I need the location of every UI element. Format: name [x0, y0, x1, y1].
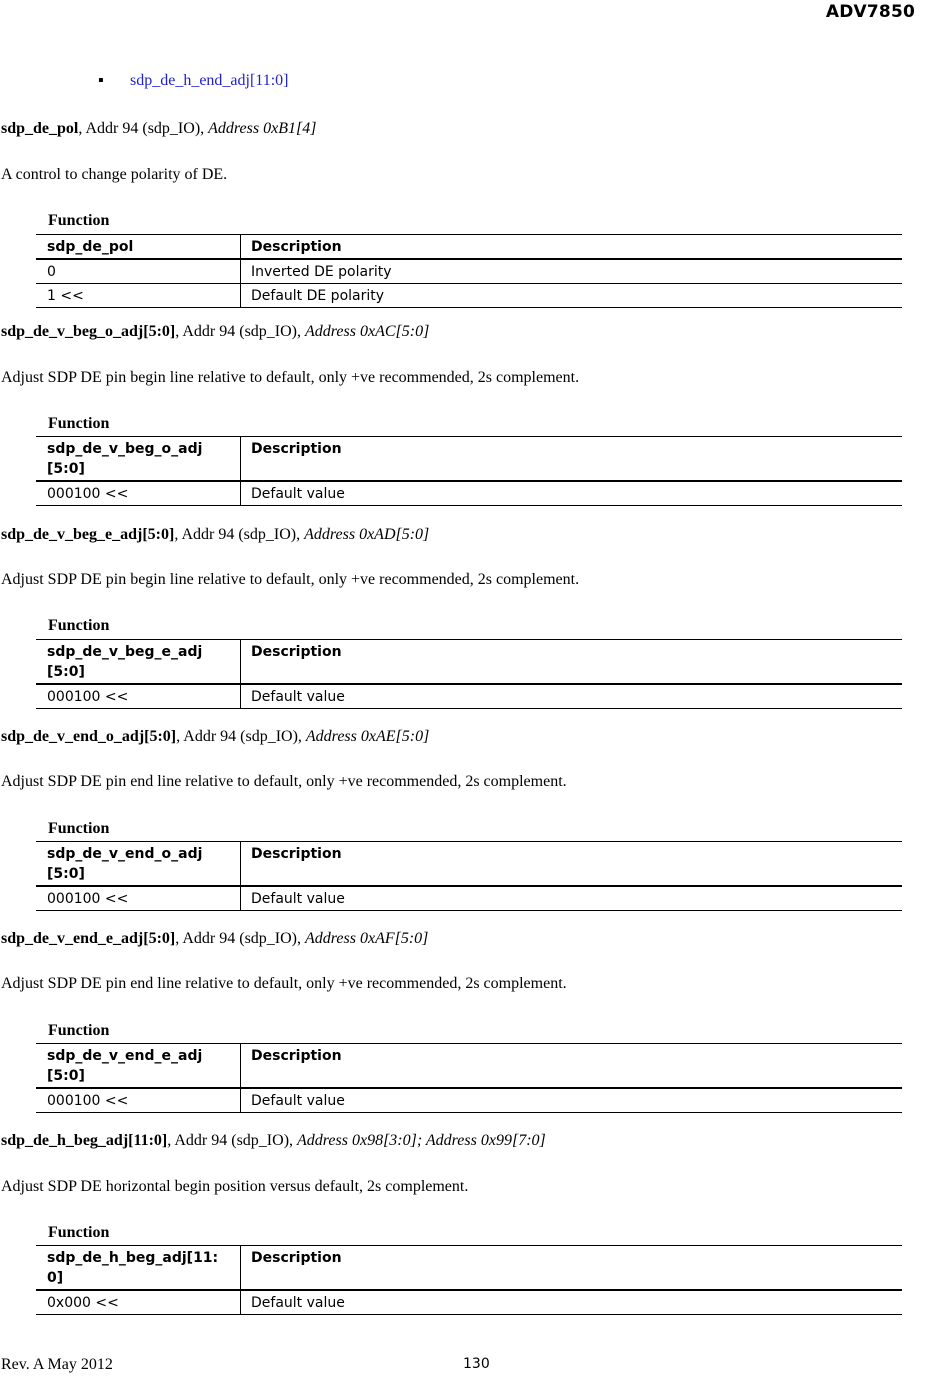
register-addr: , Addr 94 (sdp_IO),: [176, 728, 306, 745]
cell-value: 000100 <<: [36, 1089, 241, 1112]
register-address: Address 0xAD[5:0]: [304, 526, 430, 543]
table-header: [36, 1245, 902, 1291]
register-address: Address 0xB1[4]: [208, 120, 317, 137]
bullet-marker: ▪: [98, 72, 104, 89]
header-field: sdp_de_v_beg_o_adj[5:0]: [36, 437, 241, 480]
function-label: Function: [48, 820, 110, 837]
page-number: 130: [463, 1356, 490, 1372]
table-row: [36, 1291, 902, 1315]
header-description: Description: [251, 644, 342, 660]
register-name: sdp_de_v_beg_o_adj[5:0]: [1, 323, 176, 340]
cell-value: 1 <<: [36, 284, 241, 307]
table-row: [36, 887, 902, 911]
register-title: [1, 120, 316, 138]
document-title: ADV7850: [825, 2, 915, 22]
cell-value: 000100 <<: [36, 482, 241, 505]
cell-value: 000100 <<: [36, 685, 241, 708]
register-addr: , Addr 94 (sdp_IO),: [174, 526, 305, 543]
register-address: Address 0xAC[5:0]: [305, 323, 430, 340]
table-row: [36, 284, 902, 308]
register-address: Address 0xAE[5:0]: [305, 728, 430, 745]
table-header: [36, 234, 902, 260]
function-label: Function: [48, 1022, 110, 1039]
cell-value: 000100 <<: [36, 887, 241, 910]
cell-description: Default value: [251, 689, 345, 705]
header-field: sdp_de_h_beg_adj[11:0]: [36, 1246, 241, 1289]
table-header: [36, 1043, 902, 1089]
header-description: Description: [251, 239, 342, 255]
cell-description: Default DE polarity: [251, 288, 385, 304]
register-description: Adjust SDP DE pin end line relative to default, only +ve recommended, 2s complement.: [1, 773, 567, 790]
cell-value: 0: [36, 260, 241, 283]
function-table: [36, 1043, 902, 1113]
link-sdp-de-h-end-adj[interactable]: sdp_de_h_end_adj[11:0]: [130, 72, 289, 89]
register-description: A control to change polarity of DE.: [1, 166, 228, 183]
cell-description: Default value: [251, 1093, 345, 1109]
register-title: [1, 930, 428, 948]
cell-description: Default value: [251, 1295, 345, 1311]
cell-description: Default value: [251, 486, 345, 502]
register-addr: , Addr 94 (sdp_IO),: [78, 120, 209, 137]
register-name: sdp_de_v_end_o_adj[5:0]: [1, 728, 177, 745]
function-label: Function: [48, 415, 110, 432]
cell-description: Default value: [251, 891, 345, 907]
header-field: sdp_de_v_end_e_adj[5:0]: [36, 1044, 241, 1087]
function-table: [36, 841, 902, 911]
register-address: Address 0xAF[5:0]: [305, 930, 429, 947]
register-name: sdp_de_pol: [1, 120, 79, 137]
register-title: [1, 728, 429, 746]
table-header: [36, 639, 902, 685]
register-title: [1, 1132, 546, 1150]
table-header: [36, 436, 902, 482]
table-header: [36, 841, 902, 887]
register-addr: , Addr 94 (sdp_IO),: [167, 1132, 298, 1149]
register-name: sdp_de_v_end_e_adj[5:0]: [1, 930, 176, 947]
table-row: [36, 260, 902, 284]
header-field: sdp_de_v_end_o_adj[5:0]: [36, 842, 241, 885]
register-description: Adjust SDP DE horizontal begin position versus default, 2s complement.: [1, 1178, 469, 1195]
table-row: [36, 482, 902, 506]
header-description: Description: [251, 846, 342, 862]
register-description: Adjust SDP DE pin begin line relative to default, only +ve recommended, 2s complement.: [1, 369, 580, 386]
register-description: Adjust SDP DE pin begin line relative to default, only +ve recommended, 2s complement.: [1, 571, 580, 588]
register-description: Adjust SDP DE pin end line relative to default, only +ve recommended, 2s complement.: [1, 975, 567, 992]
register-name: sdp_de_h_beg_adj[11:0]: [1, 1132, 168, 1149]
header-field: sdp_de_pol: [36, 235, 241, 258]
table-row: [36, 685, 902, 709]
header-description: Description: [251, 1048, 342, 1064]
register-addr: , Addr 94 (sdp_IO),: [175, 323, 305, 340]
register-title: [1, 323, 429, 341]
function-table: [36, 1245, 902, 1315]
register-title: [1, 526, 429, 544]
table-row: [36, 1089, 902, 1113]
function-table: [36, 234, 902, 308]
header-description: Description: [251, 1250, 342, 1266]
footer-revision: Rev. A May 2012: [1, 1356, 113, 1373]
function-table: [36, 639, 902, 709]
register-name: sdp_de_v_beg_e_adj[5:0]: [1, 526, 175, 543]
header-field: sdp_de_v_beg_e_adj[5:0]: [36, 640, 241, 683]
register-address: Address 0x98[3:0]; Address 0x99[7:0]: [297, 1132, 546, 1149]
function-label: Function: [48, 1224, 110, 1241]
header-description: Description: [251, 441, 342, 457]
cell-description: Inverted DE polarity: [251, 264, 392, 280]
function-label: Function: [48, 617, 110, 634]
cell-value: 0x000 <<: [36, 1291, 241, 1314]
register-addr: , Addr 94 (sdp_IO),: [175, 930, 305, 947]
function-table: [36, 436, 902, 506]
function-label: Function: [48, 212, 110, 229]
